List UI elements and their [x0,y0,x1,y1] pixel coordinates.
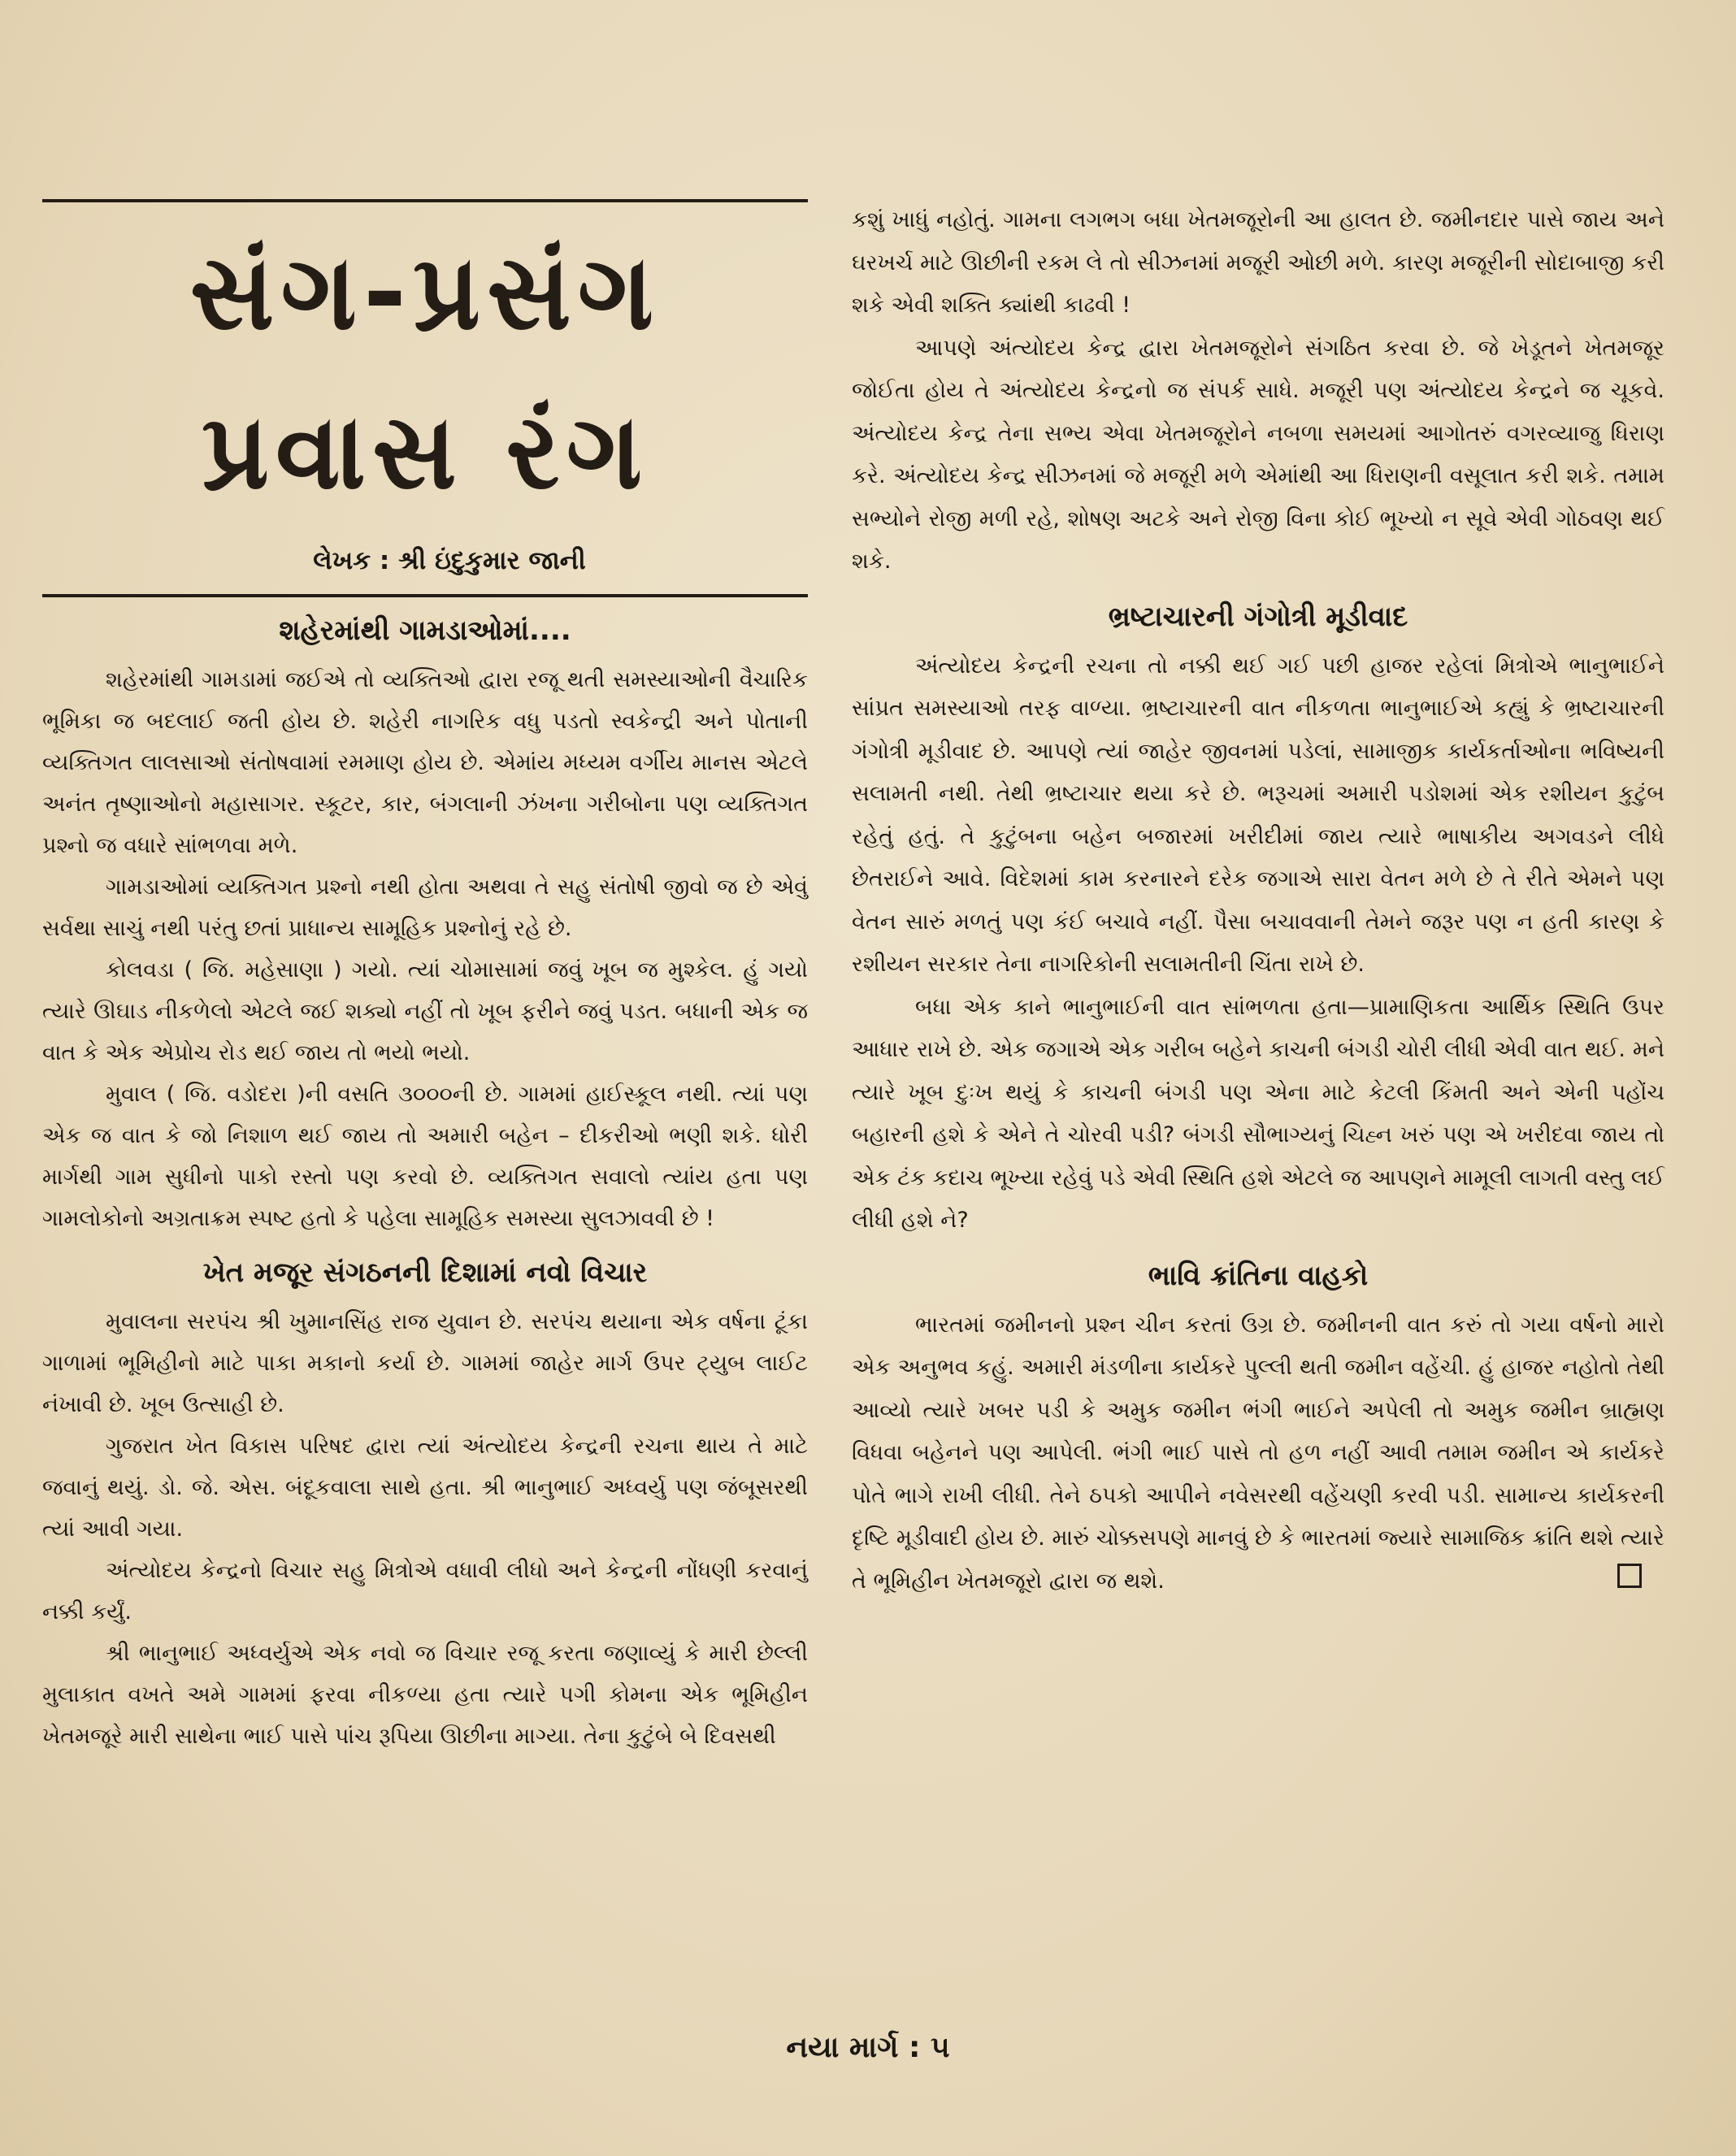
paragraph: આપણે અંત્યોદય કેન્દ્ર દ્વારા ખેતમજૂરોને સંગઠિત કરવા છે. જે ખેડૂતને ખેતમજૂર જોઈતા હોય તે અંત્યોદય કેન્દ્રનો જ સંપર્ક સાધે. મજૂરી પણ અંત્યોદય કેન્દ્રને જ ચૂકવે. અંત્યોદય કેન્દ્ર તેના સભ્ય એવા ખેતમજૂરોને નબળા સમયમાં આગોતરું વગરવ્યાજુ ધિરાણ કરે. અંત્યોદય કેન્દ્ર સીઝનમાં જે મજૂરી મળે એમાંથી આ ધિરાણની વસૂલાત કરી શકે. તમામ સભ્યોને રોજી મળી રહે, શોષણ અટકે અને રોજી વિના કોઈ ભૂખ્યો ન સૂવે એવી ગોઠવણ થઈ શકે. [852,335,1664,574]
article-title-line-2: પ્રવાસ રંગ [201,392,649,513]
paragraph: કોલવડા ( જિ. મહેસાણા ) ગયો. ત્યાં ચોમાસામાં જવું ખૂબ જ મુશ્કેલ. હું ગયો ત્યારે ઊઘાડ નીકળેલો એટલે જઈ શક્યો નહીં તો ખૂબ ફરીને જવું પડત. બધાની એક જ વાત કે એક એપ્રોચ રોડ થઈ જાય તો ભયો ભયો. [42,957,808,1065]
paragraph: મુવાલના સરપંચ શ્રી ખુમાનસિંહ રાજ યુવાન છે. સરપંચ થયાના એક વર્ષના ટૂંકા ગાળામાં ભૂમિહીનો માટે પાકા મકાનો કર્યા છે. ગામમાં જાહેર માર્ગ ઉપર ટ્યુબ લાઈટ નંખાવી છે. ખૂબ ઉત્સાહી છે. [42,1309,808,1417]
section-heading-farm-labour: ખેત મજૂર સંગઠનની દિશામાં નવો વિચાર [202,1256,648,1289]
paragraph: અંત્યોદય કેન્દ્રની રચના તો નક્કી થઈ ગઈ પછી હાજર રહેલાં મિત્રોએ ભાનુભાઈને સાંપ્રત સમસ્યાઓ તરફ વાળ્યા. ભ્રષ્ટાચારની વાત નીકળતા ભાનુભાઈએ કહ્યું કે ભ્રષ્ટાચારની ગંગોત્રી મૂડીવાદ છે. આપણે ત્યાં જાહેર જીવનમાં પડેલાં, સામાજીક કાર્યકર્તાઓના ભવિષ્યની સલામતી નથી. તેથી ભ્રષ્ટાચાર થયા કરે છે. ભરૂચમાં અમારી પડોશમાં એક રશીયન કુટુંબ રહેતું હતું. તે કુટુંબના બહેન બજારમાં ખરીદીમાં જાય ત્યારે ભાષાકીય અગવડને લીધે છેતરાઈને આવે. વિદેશમાં કામ કરનારને દરેક જગાએ સારા વેતન મળે છે તે રીતે એમને પણ વેતન સારું મળતું પણ કંઈ બચાવે નહીં. પૈસા બચાવવાની તેમને જરૂર પણ ન હતી કારણ કે રશીયન સરકાર તેના નાગરિકોની સલામતીની ચિંતા રાખે છે. [852,653,1664,977]
right-column [852,199,1664,1603]
continued-paragraph: કશું ખાધું નહોતું. ગામના લગભગ બધા ખેતમજૂરોની આ હાલત છે. જમીનદાર પાસે જાય અને ઘરખર્ચ માટે ઊછીની રકમ લે તો સીઝનમાં મજૂરી ઓછી મળે. કારણ મજૂરીની સોદાબાજી કરી શકે એવી શક્તિ ક્યાંથી કાઢવી ! [852,207,1664,318]
page-footer [0,2011,1736,2084]
page-number-label: નયા માર્ગ : ૫ [786,2031,950,2064]
section-heading-city-to-village: શહેરમાંથી ગામડાઓમાં.... [279,614,571,647]
section-heading-corruption: ભ્રષ્ટાચારની ગંગોત્રી મૂડીવાદ [1108,600,1408,633]
left-column [42,199,808,1757]
paragraph: ગામડાઓમાં વ્યક્તિગત પ્રશ્નો નથી હોતા અથવા તે સહુ સંતોષી જીવો જ છે એવું સર્વથા સાચું નથી પરંતુ છતાં પ્રાધાન્ય સામૂહિક પ્રશ્નોનું રહે છે. [42,874,808,941]
article-title-line-1: સંગ-પ્રસંગ [189,232,661,354]
paragraph: ગુજરાત ખેત વિકાસ પરિષદ દ્વારા ત્યાં અંત્યોદય કેન્દ્રની રચના થાય તે માટે જવાનું થયું. ડો. જે. એસ. બંદૂકવાલા સાથે હતા. શ્રી ભાનુભાઈ અધ્વર્યુ પણ જંબૂસરથી ત્યાં આવી ગયા. [42,1434,808,1542]
paragraph: મુવાલ ( જિ. વડોદરા )ની વસતિ ૩૦૦૦ની છે. ગામમાં હાઈસ્કૂલ નથી. ત્યાં પણ એક જ વાત કે જો નિશાળ થઈ જાય તો અમારી બહેન – દીકરીઓ ભણી શકે. ધોરી માર્ગથી ગામ સુધીનો પાકો રસ્તો પણ કરવો છે. વ્યક્તિગત સવાલો ત્યાંય હતા પણ ગામલોકોનો અગ્રતાક્રમ સ્પષ્ટ હતો કે પહેલા સામૂહિક સમસ્યા સુલઝાવવી છે ! [42,1082,808,1231]
title-top-rule [42,199,808,202]
paragraph: શ્રી ભાનુભાઈ અધ્વર્યુએ એક નવો જ વિચાર રજૂ કરતા જણાવ્યું કે મારી છેલ્લી મુલાકાત વખતે અમે ગામમાં ફરવા નીકળ્યા હતા ત્યારે પગી કોમના એક ભૂમિહીન ખેતમજૂરે મારી સાથેના ભાઈ પાસે પાંચ રૂપિયા ઊછીના માગ્યા. તેના કુટુંબે બે દિવસથી [42,1641,808,1749]
paragraph: ભારતમાં જમીનનો પ્રશ્ન ચીન કરતાં ઉગ્ર છે. જમીનની વાત કરું તો ગયા વર્ષનો મારો એક અનુભવ કહું. અમારી મંડળીના કાર્યકરે પુલ્લી થતી જમીન વહેંચી. હું હાજર નહોતો તેથી આવ્યો ત્યારે ખબર પડી કે અમુક જમીન ભંગી ભાઈને અપેલી તો અમુક જમીન બ્રાહ્મણ વિધવા બહેનને પણ આપેલી. ભંગી ભાઈ પાસે તો હળ નહીં આવી તમામ જમીન એ કાર્યકરે પોતે ભાગે રાખી લીધી. તેને ઠપકો આપીને નવેસરથી વહેંચણી કરવી પડી. સામાન્ય કાર્યકરની દૃષ્ટિ મૂડીવાદી હોય છે. મારું ચોક્કસપણે માનવું છે કે ભારતમાં જ્યારે સામાજિક ક્રાંતિ થશે ત્યારે તે ભૂમિહીન ખેતમજૂરો દ્વારા જ થશે. [852,1312,1664,1594]
title-bottom-rule [42,594,808,597]
paragraph: અંત્યોદય કેન્દ્રનો વિચાર સહુ મિત્રોએ વધાવી લીધો અને કેન્દ્રની નોંધણી કરવાનું નક્કી કર્યું. [42,1558,808,1625]
section-heading-future-revolution: ભાવિ ક્રાંતિના વાહકો [1148,1259,1369,1292]
end-of-article-square-icon [1617,1564,1642,1588]
paragraph: બધા એક કાને ભાનુભાઈની વાત સાંભળતા હતા—પ્રામાણિકતા આર્થિક સ્થિતિ ઉપર આધાર રાખે છે. એક જગાએ એક ગરીબ બહેને કાચની બંગડી ચોરી લીધી એવી વાત થઈ. મને ત્યારે ખૂબ દુઃખ થયું કે કાચની બંગડી પણ એના માટે કેટલી કિંમતી અને એની પહોંચ બહારની હશે કે એને તે ચોરવી પડી? બંગડી સૌભાગ્યનું ચિહ્ન ખરું પણ એ ખરીદવા જાય તો એક ટંક કદાચ ભૂખ્યા રહેવું પડે એવી સ્થિતિ હશે એટલે જ આપણને મામૂલી લાગતી વસ્તુ લઈ લીધી હશે ને? [852,994,1664,1233]
article-byline: લેખક : શ્રી ઇંદુકુમાર જાની [313,546,586,575]
paragraph: શહેરમાંથી ગામડામાં જઈએ તો વ્યક્તિઓ દ્વારા રજૂ થતી સમસ્યાઓની વૈચારિક ભૂમિકા જ બદલાઈ જતી હોય છે. શહેરી નાગરિક વધુ પડતો સ્વકેન્દ્રી અને પોતાની વ્યક્તિગત લાલસાઓ સંતોષવામાં રમમાણ હોય છે. એમાંય મધ્યમ વર્ગીય માનસ એટલે અનંત તૃષ્ણાઓનો મહાસાગર. સ્કૂટર, કાર, બંગલાની ઝંખના ગરીબોના પણ વ્યક્તિગત પ્રશ્નો જ વધારે સાંભળવા મળે. [42,667,808,858]
